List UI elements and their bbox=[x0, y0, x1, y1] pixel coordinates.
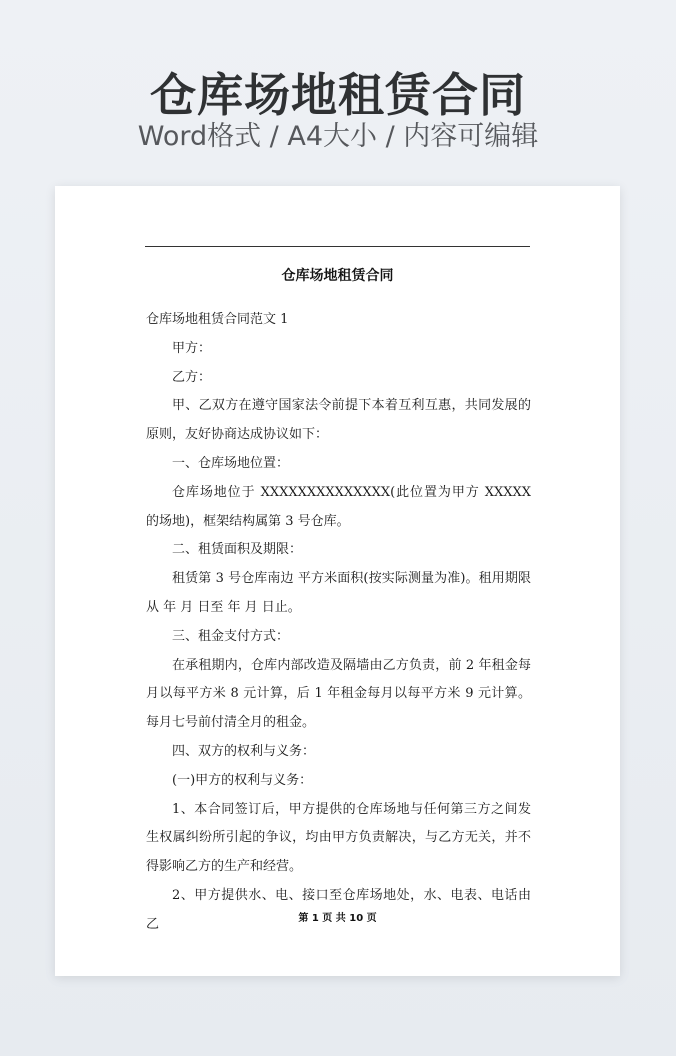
paragraph: (一)甲方的权利与义务： bbox=[172, 772, 313, 788]
paragraph: 三、租金支付方式： bbox=[172, 628, 290, 644]
paragraph: 仓库场地位于 XXXXXXXXXXXXXX(此位置为甲方 XXXXX 的场地)，框架结构属第 3 号仓库。 bbox=[146, 484, 531, 529]
paragraph: 仓库场地租赁合同范文 1 bbox=[146, 312, 289, 327]
paragraph: 二、租赁面积及期限： bbox=[172, 542, 303, 558]
paragraph: 乙方： bbox=[172, 369, 212, 385]
banner-title: 仓库场地租赁合同 bbox=[150, 68, 526, 122]
document-title: 仓库场地租赁合同 bbox=[281, 268, 394, 284]
document-page bbox=[55, 186, 620, 976]
page-footer: 第 1 页 共 10 页 bbox=[298, 913, 377, 924]
paragraph: 一、仓库场地位置： bbox=[172, 455, 290, 471]
paragraph: 租赁第 3 号仓库南边 平方米面积(按实际测量为准)。租用期限从 年 月 日至 年 月 日止。 bbox=[146, 571, 531, 615]
paragraph: 1、本合同签订后，甲方提供的仓库场地与任何第三方之间发生权属纠纷所引起的争议，均由甲方负责解决，与乙方无关，并不得影响乙方的生产和经营。 bbox=[146, 801, 531, 875]
document-body bbox=[146, 306, 531, 940]
header-rule bbox=[145, 246, 530, 247]
paragraph: 2、甲方提供水、电、接口至仓库场地处，水、电表、电话由乙 bbox=[146, 887, 531, 932]
paragraph: 甲、乙双方在遵守国家法令前提下本着互利互惠，共同发展的原则，友好协商达成协议如下： bbox=[146, 398, 531, 443]
banner-subtitle: Word格式 / A4大小 / 内容可编辑 bbox=[137, 121, 539, 152]
paragraph: 四、双方的权利与义务： bbox=[172, 743, 316, 759]
paragraph: 甲方： bbox=[172, 340, 212, 356]
paragraph: 在承租期内，仓库内部改造及隔墙由乙方负责，前 2 年租金每月以每平方米 8 元计算，后 1 年租金每月以每平方米 9 元计算。每月七号前付清全月的租金。 bbox=[146, 657, 531, 731]
